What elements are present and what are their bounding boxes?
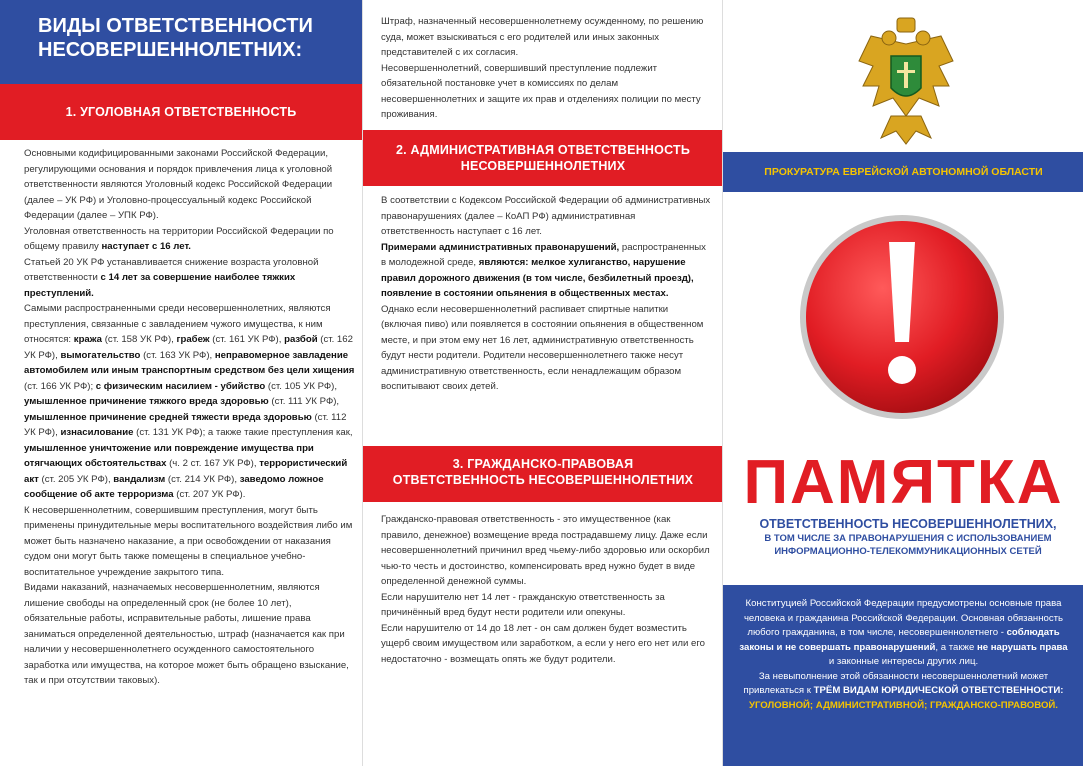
paragraph: Если нарушителю нет 14 лет - гражданскую ответственность за причинённый вред будут нести родители или опекуны.	[381, 591, 665, 618]
organization-banner	[723, 152, 1083, 192]
administrative-text	[381, 193, 711, 395]
paragraph: Примерами административных правонарушений, распространенных в молодежной среде, являются: мелкое хулиганство, нарушение правил дорожного движения (в том числе, безбилетный проезд), появление в состоянии опьянения в общественных местах.	[381, 241, 706, 299]
criminal-text	[24, 146, 356, 689]
exclamation-circle-icon	[797, 212, 1007, 422]
main-heading	[0, 0, 362, 84]
section-criminal-title: 1. УГОЛОВНАЯ ОТВЕТСТВЕННОСТЬ	[0, 84, 362, 140]
main-heading-line2: НЕСОВЕРШЕННОЛЕТНИХ:	[38, 39, 303, 61]
paragraph: Гражданско-правовая ответственность - это имущественное (как правило, денежное) возмещение вреда пострадавшему лицу. Даже если несовершеннолетний причинил вред чьему-либо здоровью или оскорбил чью-то честь и достоинство, компенсировать вред нужно будет в виде определенной денежной суммы.	[381, 514, 710, 587]
double-headed-eagle-emblem-icon	[851, 16, 961, 146]
constitution-summary	[723, 585, 1083, 766]
paragraph: Видами наказаний, назначаемых несовершеннолетним, являются лишение свободы на определенный срок (не более 10 лет), обязательные работы, исправительные работы, лишение права заниматься определенной деятельностью, штраф (назначается как при наличии у несовершеннолетнего осужденного самостоятельного заработка или имущества, на которое может быть обращено взыскание, так и при отсутствии таковых).	[24, 582, 349, 686]
civil-text	[381, 512, 711, 667]
section-administrative-title: 2. АДМИНИСТРАТИВНАЯ ОТВЕТСТВЕННОСТЬ НЕСОВЕРШЕННОЛЕТНИХ	[363, 130, 722, 186]
panel-middle	[362, 0, 722, 766]
panel-cover	[722, 0, 1083, 766]
paragraph: Самыми распространенными среди несовершеннолетних, являются преступления, связанные с завладением чужого имущества, к ним относятся: кража (ст. 158 УК РФ), грабеж (ст. 161 УК РФ), разбой (ст. 162 УК РФ), вымогательство (ст. 163 УК РФ), неправомерное завладение автомобилем или иным транспортным средством без цели хищения (ст. 166 УК РФ); с физическим насилием - убийство (ст. 105 УК РФ), умышленное причинение тяжкого вреда здоровью (ст. 111 УК РФ), умышленное причинение средней тяжести вреда здоровью (ст. 112 УК РФ), изнасилование (ст. 131 УК РФ); а также такие преступления как, умышленное уничтожение или повреждение имущества при отягчающих обстоятельствах (ч. 2 ст. 167 УК РФ), террористический акт (ст. 205 УК РФ), вандализм (ст. 214 УК РФ), заведомо ложное сообщение об акте терроризма (ст. 207 УК РФ).	[24, 303, 355, 500]
organization-name: ПРОКУРАТУРА ЕВРЕЙСКОЙ АВТОНОМНОЙ ОБЛАСТИ	[764, 166, 1043, 178]
paragraph: Основными кодифицированными законами Российской Федерации, регулирующими основания и порядок привлечения лица к уголовной ответственности являются Уголовный кодекс Российской Федерации (далее – УК РФ) и Уголовно-процессуальный кодекс Российской Федерации (далее – УПК РФ).	[24, 148, 333, 221]
paragraph: К несовершеннолетним, совершившим преступления, могут быть применены принудительные меры воспитательного воздействия либо им может быть назначено наказание, а при освобождении от наказания судом они могут быть также помещены в специальное учебно-воспитательное учреждение закрытого типа.	[24, 504, 353, 578]
paragraph: В соответствии с Кодексом Российской Федерации об административных правонарушениях (далее – КоАП РФ) административная ответственность наступает с 16 лет.	[381, 195, 711, 237]
paragraph: Статьей 20 УК РФ устанавливается снижение возраста уголовной ответственности с 14 лет за совершение наиболее тяжких преступлений.	[24, 256, 319, 299]
paragraph: Уголовная ответственность на территории Российской Федерации по общему правилу наступает с 16 лет.	[24, 225, 334, 252]
panel-left	[0, 0, 362, 766]
section-civil-title: 3. ГРАЖДАНСКО-ПРАВОВАЯ ОТВЕТСТВЕННОСТЬ НЕСОВЕРШЕННОЛЕТНИХ	[363, 446, 722, 502]
main-heading-line1: ВИДЫ ОТВЕТСТВЕННОСТИ	[38, 15, 313, 37]
paragraph: Если нарушителю от 14 до 18 лет - он сам должен будет возместить ущерб своим имуществом или заработком, а если у него его нет или его недостаточно - возмещать опять же будут родители.	[381, 622, 705, 665]
paragraph: Несовершеннолетний, совершивший преступление подлежит обязательной постановке учет в комиссиях по делам несовершеннолетних и защите их прав и отделениях полиции по месту проживания.	[381, 62, 701, 120]
paragraph: За невыполнение этой обязанности несовершеннолетний может привлекаться к ТРЁМ ВИДАМ ЮРИДИЧЕСКОЙ ОТВЕТСТВЕННОСТИ: УГОЛОВНОЙ; АДМИНИСТРАТИВНОЙ; ГРАЖДАНСКО-ПРАВОВОЙ.	[743, 670, 1064, 711]
paragraph: Конституцией Российской Федерации предусмотрены основные права человека и гражданина Российской Федерации. Основная обязанность любого гражданина, в том числе, несовершеннолетнего - соблюдать законы и не совершать правонарушений, а также не нарушать права и законные интересы других лиц.	[739, 598, 1068, 667]
leaflet-subtitle: ОТВЕТСТВЕННОСТЬ НЕСОВЕРШЕННОЛЕТНИХ, В ТОМ ЧИСЛЕ ЗА ПРАВОНАРУШЕНИЯ С ИСПОЛЬЗОВАНИЕМ ИНФОРМАЦИОННО-ТЕЛЕКОММУНИКАЦИОННЫХ СЕТЕЙ	[759, 517, 1057, 557]
paragraph: Штраф, назначенный несовершеннолетнему осужденному, по решению суда, может взыскиваться с его родителей или иных законных представителей с их согласия.	[381, 16, 704, 58]
leaflet-title: ПАМЯТКА	[743, 448, 1064, 517]
paragraph: Однако если несовершеннолетний распивает спиртные напитки (включая пиво) или появляется в состоянии опьянения в общественном месте, и при этом ему нет 16 лет, административную ответственность будут нести родители. Родители несовершеннолетнего также несут административную ответственность, если ненадлежащим образом воспитывают своих детей.	[381, 303, 704, 392]
criminal-continued-text	[381, 14, 711, 123]
